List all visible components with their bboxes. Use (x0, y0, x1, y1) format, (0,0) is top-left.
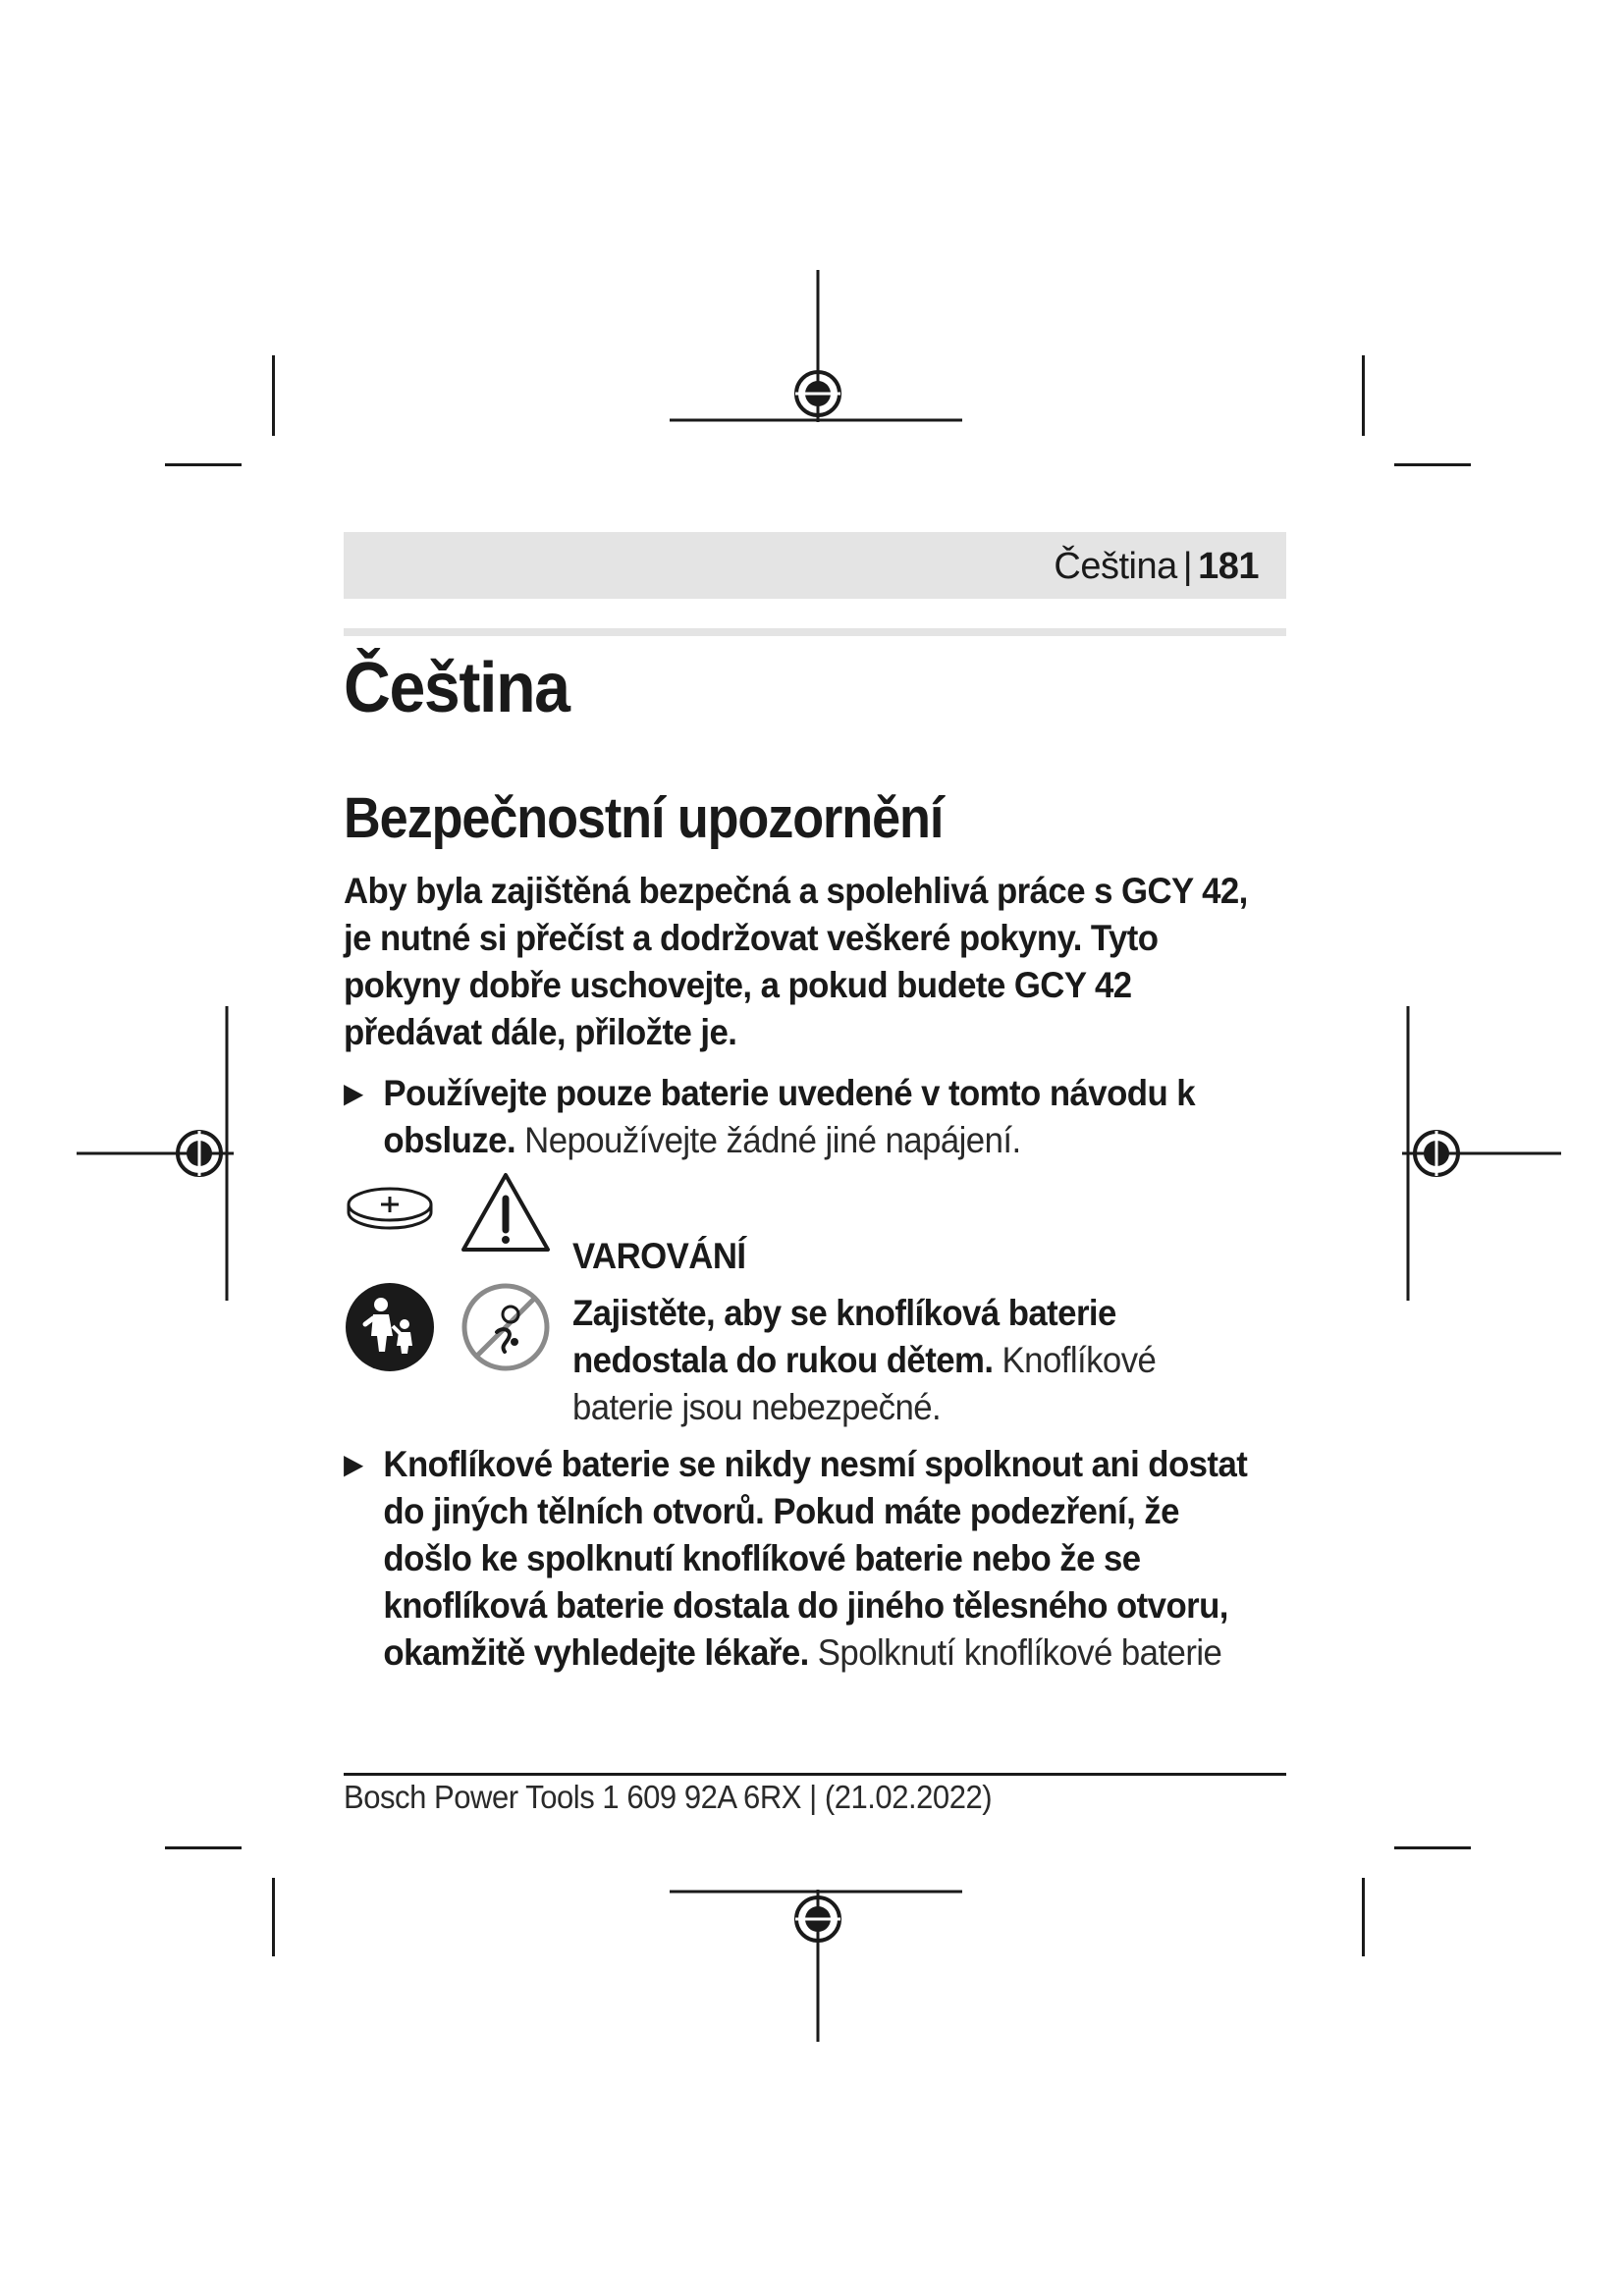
page-header-text (1054, 546, 1259, 588)
page-header (344, 532, 1286, 599)
bullet-normal-text: Nepoužívejte žádné jiné napájení. (515, 1120, 1021, 1160)
bullet-body (344, 1070, 1275, 1164)
bullet-item-batteries (344, 1070, 1275, 1164)
bullet-bold-text: Používejte pouze baterie uvedené v tomto návodu k obsluze. (383, 1073, 1196, 1160)
keep-away-from-children-icon (344, 1281, 436, 1373)
warning-label: VAROVÁNÍ (572, 1236, 746, 1276)
section-heading: Bezpečnostní upozornění (344, 786, 944, 850)
intro-paragraph: Aby byla zajištěná bezpečná a spolehlivá práce s GCY 42, je nutné si přečíst a dodržovat veškeré pokyny. Tyto pokyny dobře uschovejte, a pokud budete GCY 42 předávat dále, přiložte je. (344, 871, 1248, 1052)
page-title: Čeština (344, 649, 569, 727)
bullet-bold-text: Knoflíkové baterie se nikdy nesmí spolknout ani dostat do jiných tělních otvorů. Pokud máte podezření, že došlo ke spolknutí knoflíkové baterie nebo že se knoflíková baterie dostala do jiného tělesného otvoru, okamžitě vyhledejte lékaře. (383, 1444, 1248, 1673)
bullet-arrow-icon: ▶ (344, 1078, 363, 1108)
warning-normal-text: Knoflíkové baterie jsou nebezpečné. (572, 1340, 1157, 1427)
coin-battery-icon (346, 1183, 434, 1232)
warning-bold-text: Zajistěte, aby se knoflíková baterie nedostala do rukou dětem. (572, 1293, 1116, 1380)
crop-mark-bottom-right-vertical (1362, 1878, 1365, 1956)
header-language: Čeština (1054, 546, 1177, 587)
header-rule (344, 628, 1286, 636)
registration-mark-right (1394, 1006, 1561, 1306)
do-not-swallow-icon (460, 1281, 552, 1373)
bullet-arrow-icon: ▶ (344, 1449, 363, 1479)
registration-mark-left (77, 1006, 244, 1306)
warning-text (572, 1290, 1265, 1431)
crop-mark-top-right-horizontal (1394, 463, 1471, 466)
warning-triangle-icon (460, 1171, 552, 1254)
footer-rule (344, 1773, 1286, 1776)
bullet-normal-text: Spolknutí knoflíkové baterie (808, 1632, 1222, 1673)
crop-mark-top-left-horizontal (165, 463, 242, 466)
page-number: 181 (1198, 546, 1259, 587)
crop-mark-bottom-left-horizontal (165, 1846, 242, 1849)
crop-mark-bottom-right-horizontal (1394, 1846, 1471, 1849)
bullet-body (344, 1441, 1275, 1677)
crop-mark-bottom-left-vertical (272, 1878, 275, 1956)
registration-mark-bottom (668, 1890, 962, 2047)
header-separator: | (1182, 546, 1193, 587)
page-footer: Bosch Power Tools 1 609 92A 6RX | (21.02.2022) (344, 1779, 993, 1815)
registration-mark-top (668, 270, 962, 427)
crop-mark-top-left-vertical (272, 355, 275, 436)
crop-mark-top-right-vertical (1362, 355, 1365, 436)
bullet-item-swallowing (344, 1441, 1275, 1677)
